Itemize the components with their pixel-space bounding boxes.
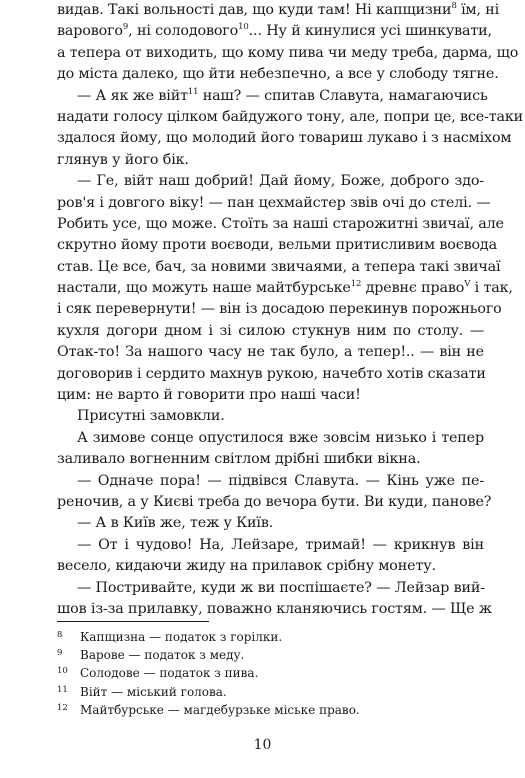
text-line	[57, 321, 484, 342]
text-line	[57, 193, 491, 214]
footnote-number: 9	[57, 648, 63, 659]
line-text: їм, ні	[456, 2, 500, 18]
text-line	[57, 599, 492, 620]
footnote	[57, 646, 484, 664]
footnote-number: 10	[57, 666, 68, 677]
line-text: наш? — спитав Славута, намагаючись	[198, 87, 488, 104]
line-text: Робить усе, що може. Стоїть за наші старожитні звичаї, але	[57, 215, 504, 232]
line-text: — Ге, війт наш добрий! Дай йому, Боже, доброго здо-	[77, 173, 484, 190]
line-text: — От і чудово! На, Лейзаре, тримай! — крикнув він	[77, 536, 484, 553]
line-text: видав. Такі вольності дав, що куди там! Ні капщизни	[57, 2, 452, 18]
line-text: став. Це все, бач, за новими звичаями, а тепера такі звичаї	[57, 258, 501, 275]
text-line	[57, 214, 504, 235]
text-line	[57, 428, 484, 449]
footnote-marker: 10	[238, 22, 249, 33]
text-line	[57, 535, 484, 556]
text-line	[57, 21, 492, 42]
line-text: древнє право	[361, 280, 465, 297]
footnote-text: Солодове — податок з пива.	[80, 666, 259, 681]
footnote-marker: 9	[122, 22, 129, 33]
page-number: 10	[253, 737, 272, 753]
footnote	[57, 701, 484, 719]
line-text: ров'я і довгого віку! — пан цехмайстер звів очі до стелі. —	[57, 194, 491, 211]
footnotes	[57, 628, 484, 719]
line-text: — А як же війт	[77, 87, 188, 104]
line-text: Отак-то! За нашого часу не так було, а тепер!.. — він не	[57, 344, 484, 361]
footnote-text: Варове — податок з меду.	[80, 648, 245, 663]
footnote-number: 11	[57, 684, 68, 695]
line-text: ... Ну й кинулися усі шинкувати,	[248, 23, 492, 40]
line-text: а тепера от виходить, що кому пива чи меду треба, дарма, що	[57, 44, 519, 61]
footnote-marker: 8	[451, 1, 457, 12]
line-text: — А в Київ же, теж у Київ.	[77, 515, 274, 532]
line-text: договорив і сердито махнув рукою, начебто хотів сказати	[57, 365, 486, 382]
text-line	[57, 171, 484, 192]
text-line	[57, 86, 488, 107]
text-line	[57, 578, 484, 599]
line-text: шов із-за прилавку, поважно кланяючись гостям. — Ще ж	[57, 600, 492, 617]
line-text: надати голосу цілком байдужого тону, але, попри це, все-таки	[57, 108, 524, 125]
line-text: заливало вогненним світлом дрібні шибки вікна.	[57, 451, 421, 468]
text-line	[57, 64, 499, 85]
line-text: цим: не варто й говорити про наші часи!	[57, 387, 361, 404]
main-text	[57, 0, 524, 620]
text-line	[57, 299, 502, 320]
footnote	[57, 628, 484, 646]
text-line	[57, 513, 484, 534]
line-text: і сяк перевернути! — він із досадою перекинув порожнього	[57, 301, 502, 318]
text-line	[57, 235, 497, 256]
text-line	[57, 107, 524, 128]
footnote-number: 8	[57, 630, 63, 640]
text-line	[57, 0, 500, 21]
text-line	[57, 556, 484, 577]
line-text: до міста далеко, що йти небезпечно, а все у слободу тягне.	[57, 66, 499, 83]
text-line	[57, 492, 492, 513]
text-line	[57, 43, 519, 64]
text-line	[57, 342, 484, 363]
line-text: весело, кидаючи жиду на прилавок срібну монету.	[57, 558, 436, 575]
line-text: настали, що можуть наше майтбурське	[57, 280, 351, 297]
text-line	[57, 128, 512, 149]
footnote-divider	[57, 621, 209, 622]
line-text: кухля догори дном і зі силою стукнув ним по столу. —	[57, 322, 484, 339]
line-text: реночив, а у Києві треба до вечора бути. Ви куди, панове?	[57, 493, 492, 510]
text-line	[57, 385, 484, 406]
line-text: , ні солодового	[128, 23, 239, 40]
line-text: здалося йому, що молодий його товариш лукаво і з насміхом	[57, 130, 512, 147]
line-text: скрутно йому проти воєводи, вельми притисливим воєвода	[57, 237, 497, 254]
footnote-text: Майтбурське — магдебурзьке міське право.	[80, 702, 360, 717]
footnote-text: Війт — міський голова.	[80, 684, 227, 699]
footnote-text: Капщизна — податок з горілки.	[80, 630, 283, 644]
footnote	[57, 683, 484, 701]
text-line	[57, 150, 484, 171]
line-text: А зимове сонце опустилося вже зовсім низько і тепер	[77, 429, 484, 446]
text-line	[57, 449, 484, 470]
text-line	[57, 406, 484, 427]
text-line	[57, 278, 513, 299]
line-text: — Постривайте, куди ж ви поспішаєте? — Лейзар вий-	[77, 579, 485, 596]
footnote-number: 12	[57, 702, 68, 713]
footnote-marker: V	[464, 279, 471, 290]
line-text: і так,	[470, 280, 513, 297]
text-line	[57, 257, 501, 278]
footnote-marker: 12	[350, 279, 362, 290]
line-text: варового	[57, 23, 123, 40]
footnote-marker: 11	[187, 86, 199, 97]
line-text: глянув у його бік.	[57, 151, 189, 168]
text-line	[57, 471, 484, 492]
line-text: Присутні замовкли.	[77, 408, 225, 425]
text-line	[57, 364, 484, 385]
line-text: — Одначе пора! — підвівся Славута. — Кінь уже пе-	[77, 472, 484, 489]
footnote	[57, 664, 484, 682]
